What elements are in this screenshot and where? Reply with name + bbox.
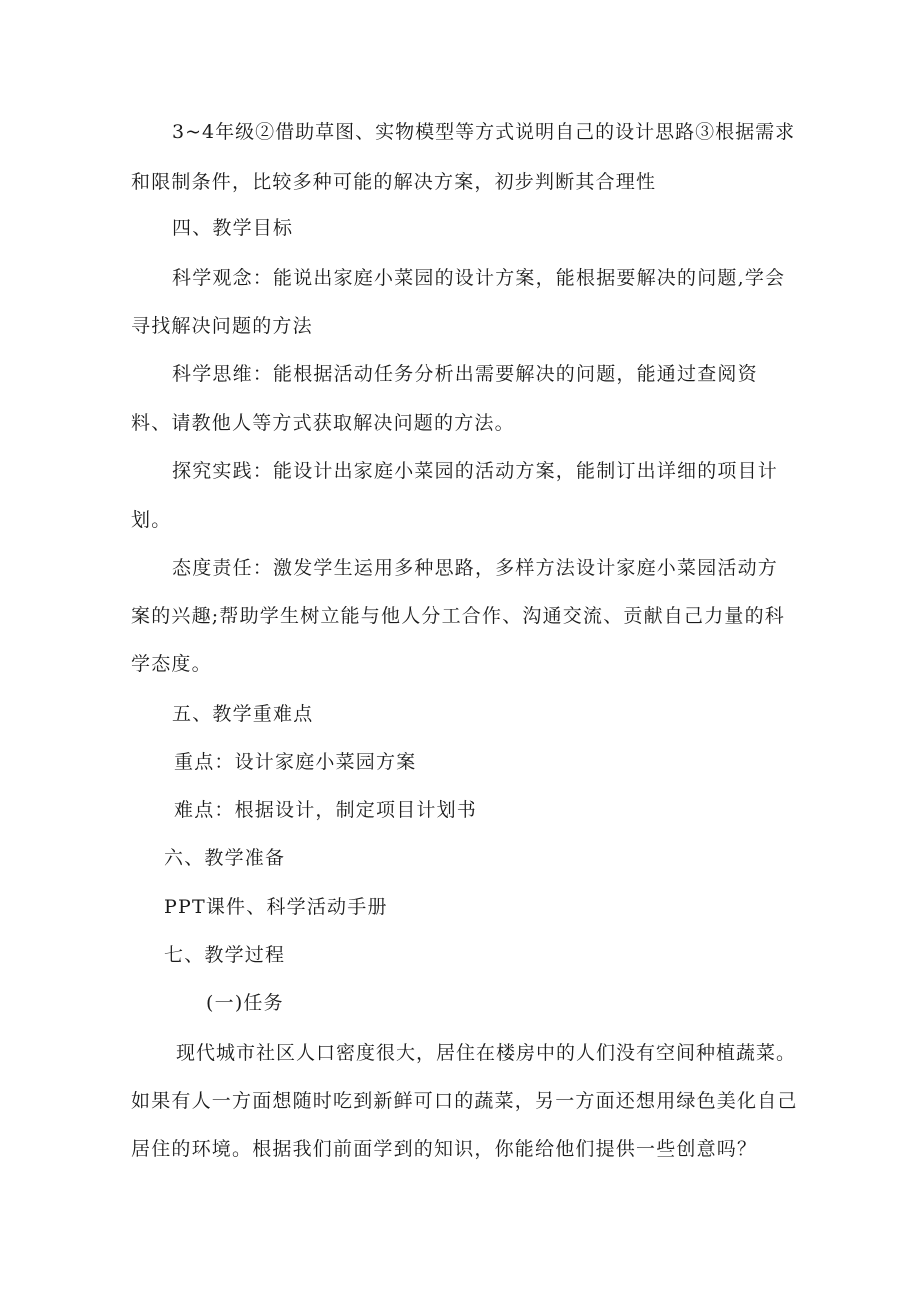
section-heading-preparation: 六、教学准备 (164, 847, 286, 869)
text-line-2: 和限制条件，比较多种可能的解决方案，初步判断其合理性 (131, 171, 657, 193)
section-heading-objectives: 四、教学目标 (172, 217, 294, 239)
subsection-heading-task: (一)任务 (206, 992, 284, 1014)
text-line-10: 态度责任：激发学生运用多种思路，多样方法设计家庭小菜园活动方 (172, 557, 779, 579)
text-line-14: 重点：设计家庭小菜园方案 (174, 751, 417, 773)
text-line-12: 学态度。 (131, 653, 212, 675)
text-line-20: 现代城市社区人口密度很大，居住在楼房中的人们没有空间种植蔬菜。 (176, 1042, 797, 1064)
text-line-4: 科学观念：能说出家庭小菜园的设计方案，能根据要解决的问题,学会 (172, 267, 786, 289)
text-line-17: PPT课件、科学活动手册 (164, 896, 388, 918)
text-line-15: 难点：根据设计，制定项目计划书 (174, 799, 478, 821)
section-heading-key-points: 五、教学重难点 (172, 703, 314, 725)
text-line-21: 如果有人一方面想随时吃到新鲜可口的蔬菜，另一方面还想用绿色美化自己 (131, 1090, 798, 1112)
text-line-9: 划。 (131, 509, 172, 531)
section-heading-process: 七、教学过程 (164, 944, 286, 966)
text-line-7: 料、请教他人等方式获取解决问题的方法。 (131, 412, 515, 434)
text-line-11: 案的兴趣;帮助学生树立能与他人分工合作、沟通交流、贡献自己力量的科 (131, 605, 786, 627)
text-line-5: 寻找解决问题的方法 (131, 315, 313, 337)
text-line-1: 3~4年级②借助草图、实物模型等方式说明自己的设计思路③根据需求 (172, 121, 796, 143)
text-line-6: 科学思维：能根据活动任务分析出需要解决的问题，能通过查阅资 (172, 363, 758, 385)
text-line-8: 探究实践：能设计出家庭小菜园的活动方案，能制订出详细的项目计 (172, 460, 779, 482)
text-line-22: 居住的环境。根据我们前面学到的知识，你能给他们提供一些创意吗？ (131, 1138, 758, 1160)
